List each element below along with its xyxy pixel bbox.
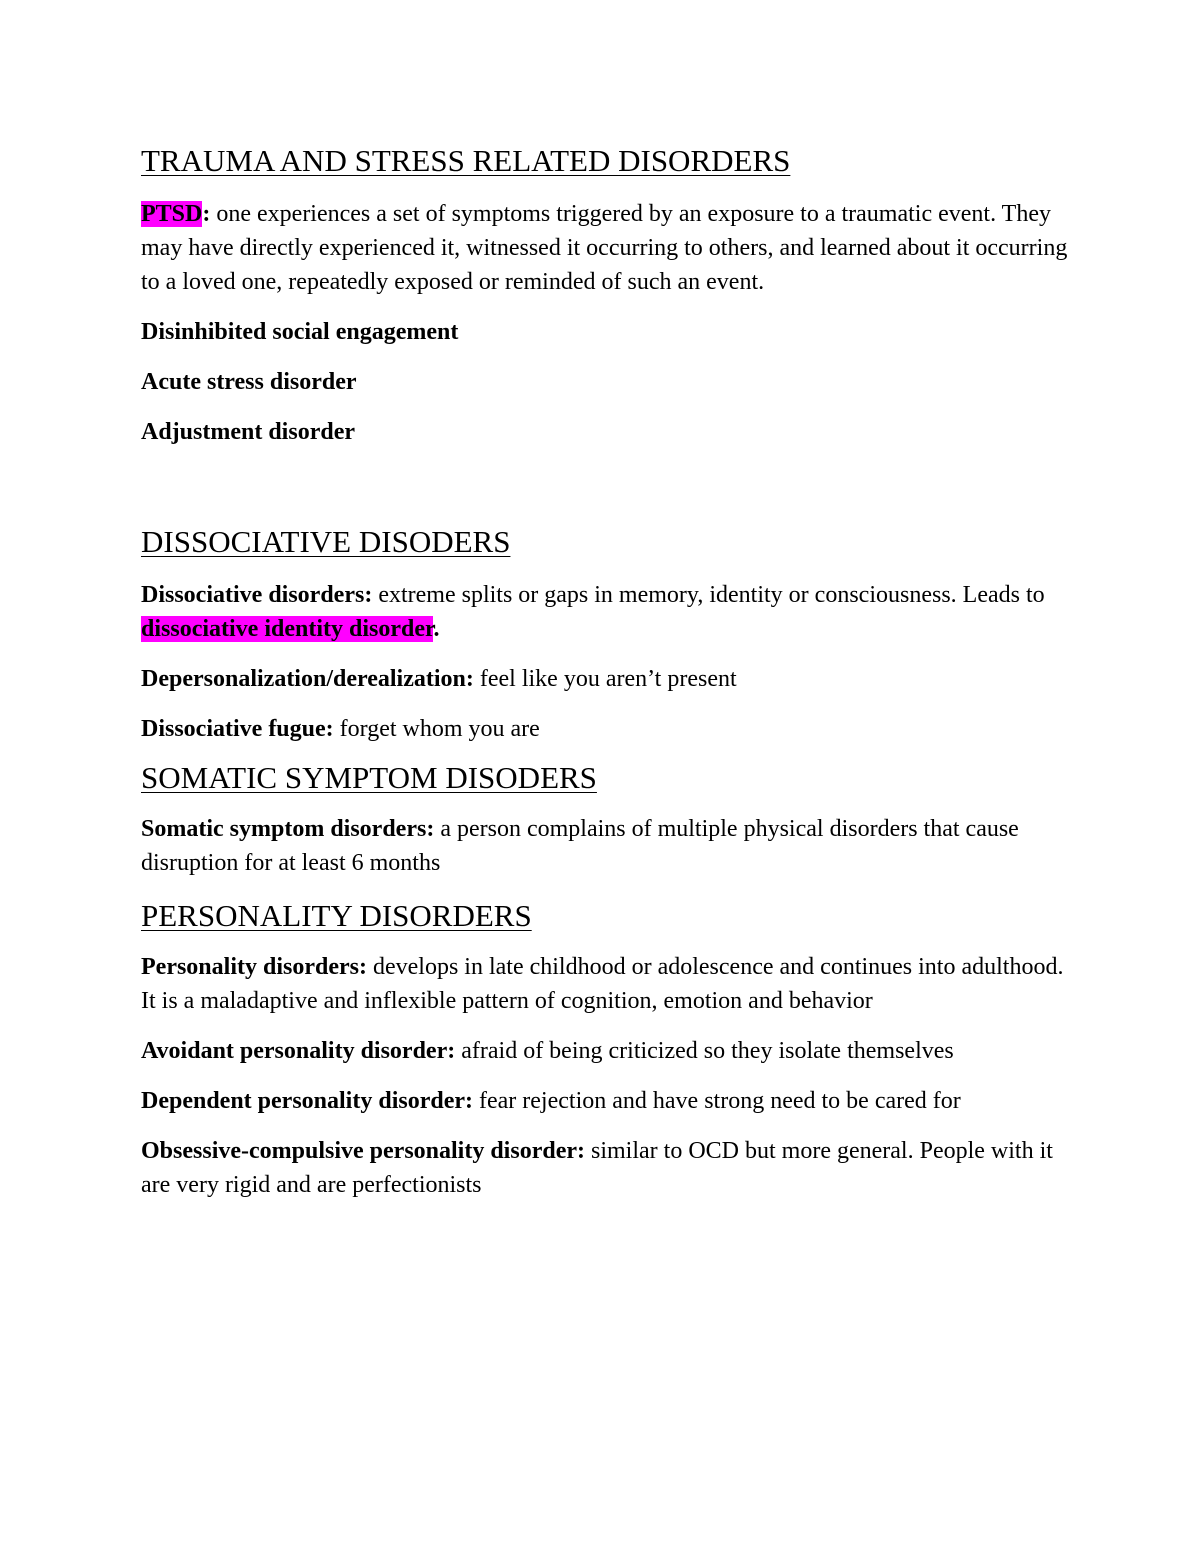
somatic-definition: a person complains of multiple physical disorders that cause disruption for at least 6 months [141, 816, 1019, 876]
dissociative-end: . [433, 616, 440, 642]
fugue-definition: forget whom you are [333, 716, 540, 742]
dependent-term: Dependent personality disorder: [141, 1088, 473, 1114]
dissociative-identity-highlight: dissociative identity disorder [141, 616, 434, 642]
item-disinhibited: Disinhibited social engagement [141, 319, 459, 345]
ptsd-colon: : [202, 201, 211, 227]
depersonalization-term: Depersonalization/derealization: [141, 666, 474, 692]
avoidant-paragraph [141, 1034, 1071, 1068]
dissociative-paragraph [141, 578, 1071, 646]
fugue-paragraph [141, 712, 1071, 746]
heading-trauma: TRAUMA AND STRESS RELATED DISORDERS [141, 143, 791, 178]
avoidant-definition: afraid of being criticized so they isolate themselves [455, 1038, 954, 1064]
avoidant-term: Avoidant personality disorder: [141, 1038, 456, 1064]
ocpd-paragraph [141, 1134, 1071, 1202]
item-acute-stress: Acute stress disorder [141, 369, 357, 395]
fugue-term: Dissociative fugue: [141, 716, 334, 742]
ptsd-paragraph [141, 197, 1071, 299]
ptsd-definition: one experiences a set of symptoms triggered by an exposure to a traumatic event. They may have directly experienced it, witnessed it occurring to others, and learned about it occurring to a loved one, repeatedly exposed or reminded of such an event. [141, 201, 1068, 295]
personality-definition: develops in late childhood or adolescence and continues into adulthood. It is a maladaptive and inflexible pattern of cognition, emotion and behavior [141, 954, 1064, 1014]
ocpd-definition: similar to OCD but more general. People with it are very rigid and are perfectionists [141, 1138, 1053, 1198]
dependent-paragraph [141, 1084, 1071, 1118]
somatic-term: Somatic symptom disorders: [141, 816, 435, 842]
document-content [141, 141, 1071, 1202]
ptsd-term: PTSD [141, 201, 203, 227]
heading-somatic: SOMATIC SYMPTOM DISODERS [141, 760, 597, 795]
dissociative-definition: extreme splits or gaps in memory, identity or consciousness. Leads to [372, 582, 1045, 608]
depersonalization-definition: feel like you aren’t present [473, 666, 737, 692]
personality-term: Personality disorders: [141, 954, 367, 980]
ocpd-term: Obsessive-compulsive personality disorder: [141, 1138, 585, 1164]
somatic-paragraph [141, 812, 1071, 880]
heading-dissociative: DISSOCIATIVE DISODERS [141, 524, 511, 559]
dependent-definition: fear rejection and have strong need to be cared for [473, 1088, 961, 1114]
personality-paragraph [141, 950, 1071, 1018]
heading-personality: PERSONALITY DISORDERS [141, 898, 532, 933]
dissociative-term: Dissociative disorders: [141, 582, 373, 608]
depersonalization-paragraph [141, 662, 1071, 696]
item-adjustment: Adjustment disorder [141, 419, 355, 445]
